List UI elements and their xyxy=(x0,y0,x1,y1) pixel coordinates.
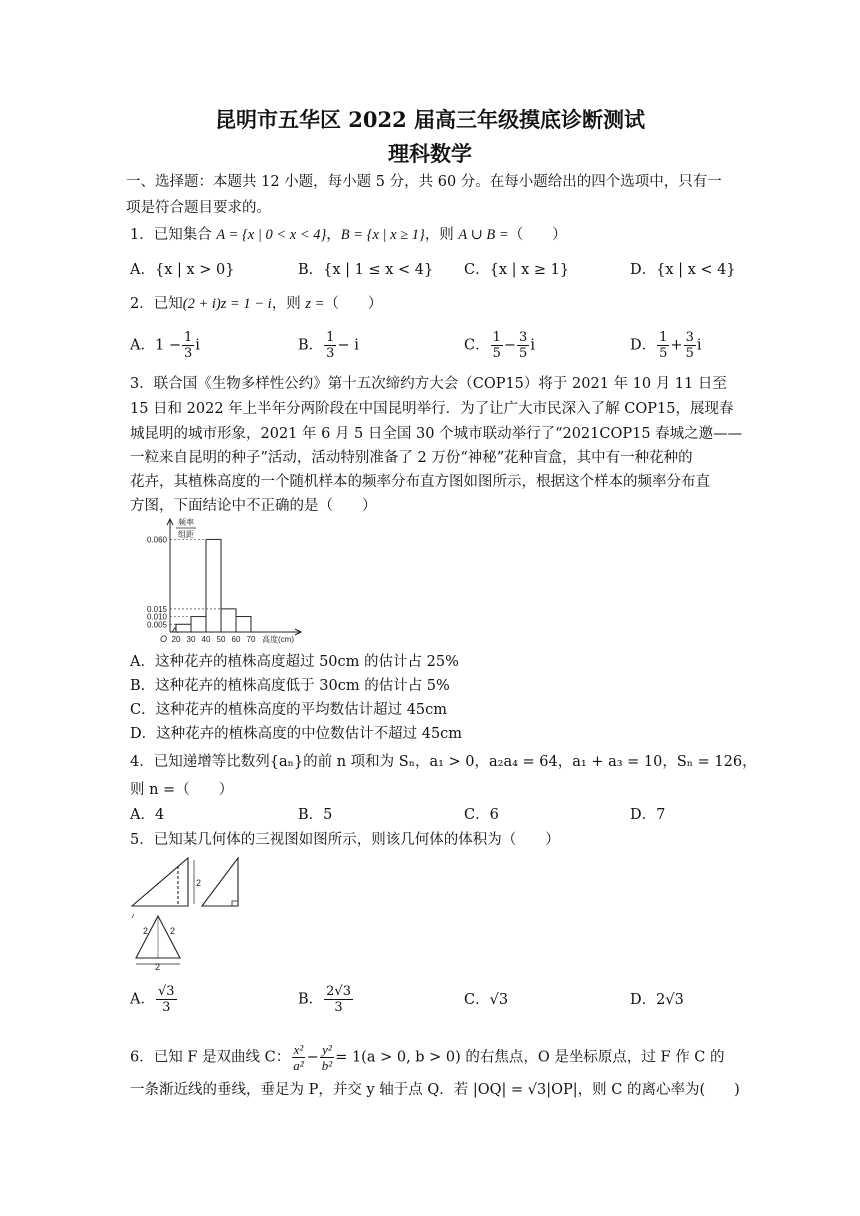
question-1-option-c: C．{x | x ≥ 1} xyxy=(464,262,570,278)
y-tick-label: 0.060 xyxy=(146,535,167,545)
question-3-line6: 方图，下面结论中不正确的是（ ） xyxy=(130,498,377,514)
question-5-option-d: D．2√3 xyxy=(630,992,684,1008)
x-tick-label: 60 xyxy=(231,635,241,644)
question-5-option-b: B． $\frac{2√3}{3}$ xyxy=(298,984,351,1015)
question-3-line4: 一粒来自昆明的种子”活动，活动特别准备了 2 万份“神秘”花种盲盒，其中有一种花种的 xyxy=(130,450,693,466)
question-5-option-a: A． $\frac{√3}{3}$ xyxy=(130,984,175,1015)
y-axis-label-denominator: 组距 xyxy=(178,530,194,539)
y-axis-label-numerator: 频率 xyxy=(178,518,194,527)
question-2-option-a: A．1 − $\frac{1}{3}$ i xyxy=(130,330,200,361)
question-2-option-c: C． $\frac{1}{5}$ − $\frac{3}{5}$ i xyxy=(464,330,535,361)
dimension-label: 2 xyxy=(196,878,202,888)
x-tick-label: 70 xyxy=(246,635,256,644)
histogram-bar-30-40 xyxy=(191,617,206,632)
three-view-figure xyxy=(130,854,250,972)
x-tick-label: 50 xyxy=(216,635,226,644)
question-1-option-a: A．{x | x > 0} xyxy=(130,262,235,278)
dimension-label: 2 xyxy=(155,962,161,972)
dimension-label: 2 xyxy=(143,926,149,936)
page-subtitle: 理科数学 xyxy=(388,141,472,166)
frequency-histogram xyxy=(130,516,310,650)
question-4-option-d: D．7 xyxy=(630,807,666,823)
question-4-line2: 则 n =（ ） xyxy=(130,782,234,798)
question-1-option-b: B．{x | 1 ≤ x < 4} xyxy=(298,262,434,278)
question-3-option-c: C．这种花卉的植株高度的平均数估计超过 45cm xyxy=(130,702,448,718)
question-4-option-a: A．4 xyxy=(130,807,165,823)
origin-label: O xyxy=(160,634,168,644)
section-instructions-line1: 一、选择题：本题共 12 小题，每小题 5 分，共 60 分。在每小题给出的四个选项中，只有一 xyxy=(126,174,722,190)
question-4-option-c: C．6 xyxy=(464,807,499,823)
question-4-option-b: B．5 xyxy=(298,807,333,823)
question-2-stem: 2．已知(2 + i)z = 1 − i，则 z =（ ） xyxy=(130,296,383,312)
y-tick-label: 0.010 xyxy=(146,612,167,622)
question-3-line5: 花卉，其植株高度的一个随机样本的频率分布直方图如图所示，根据这个样本的频率分布直 xyxy=(130,474,710,490)
question-1-stem: 1．已知集合 A = {x | 0 < x < 4}，B = {x | x ≥ 1}，则 A ∪ B =（ ） xyxy=(130,227,567,243)
histogram-bar-60-70 xyxy=(236,617,251,632)
question-3-line1: 3．联合国《生物多样性公约》第十五次缔约方大会（COP15）将于 2021 年 10 月 11 日至 xyxy=(130,376,727,392)
question-3-option-b: B．这种花卉的植株高度低于 30cm 的估计占 5% xyxy=(130,678,450,694)
histogram-bar-40-50 xyxy=(206,539,221,632)
histogram-bar-50-60 xyxy=(221,609,236,632)
question-4-line1: 4．已知递增等比数列{aₙ}的前 n 项和为 Sₙ，a₁ > 0，a₂a₄ = 64，a₁ + a₃ = 10，Sₙ = 126， xyxy=(130,754,757,770)
question-3-option-a: A．这种花卉的植株高度超过 50cm 的估计占 25% xyxy=(130,654,459,670)
question-1-option-d: D．{x | x < 4} xyxy=(630,262,736,278)
page-title: 昆明市五华区 2022 届高三年级摸底诊断测试 xyxy=(214,107,646,132)
y-tick-label: 0.005 xyxy=(146,620,167,630)
question-6-line1: 6．已知 F 是双曲线 C： $\frac{\text{x²}}{\text{a²}}$ − $\frac{\text{y²}}{\text{b²}}$ = 1(a > 0, b > 0) 的右焦点，O 是坐标原点，过 F 作 C 的 xyxy=(130,1042,725,1073)
y-tick-label: 0.015 xyxy=(146,604,167,614)
question-5-stem: 5．已知某几何体的三视图如图所示，则该几何体的体积为（ ） xyxy=(130,832,560,848)
x-tick-label: 20 xyxy=(171,635,181,644)
question-2-option-d: D． $\frac{1}{5}$ + $\frac{3}{5}$ i xyxy=(630,330,702,361)
question-6-line2: 一条渐近线的垂线，垂足为 P，并交 y 轴于点 Q．若 |OQ| = √3|OP|，则 C 的离心率为( ) xyxy=(130,1082,740,1098)
histogram-bar-20-30 xyxy=(176,624,191,632)
section-instructions-line2: 项是符合题目要求的。 xyxy=(126,200,271,216)
question-2-option-b: B． $\frac{1}{3}$ − i xyxy=(298,330,359,361)
x-tick-label: 30 xyxy=(186,635,196,644)
question-3-line3: 城昆明的城市形象，2021 年 6 月 5 日全国 30 个城市联动举行了“2021COP15 春城之邀—— xyxy=(130,426,743,442)
question-3-option-d: D．这种花卉的植株高度的中位数估计不超过 45cm xyxy=(130,726,463,742)
question-5-option-c: C．√3 xyxy=(464,992,509,1008)
x-axis-label: 高度(cm) xyxy=(262,635,294,644)
question-3-line2: 15 日和 2022 年上半年分两阶段在中国昆明举行．为了让广大市民深入了解 COP15，展现春 xyxy=(130,401,734,417)
x-tick-label: 40 xyxy=(201,635,211,644)
dimension-label: 2 xyxy=(170,926,176,936)
